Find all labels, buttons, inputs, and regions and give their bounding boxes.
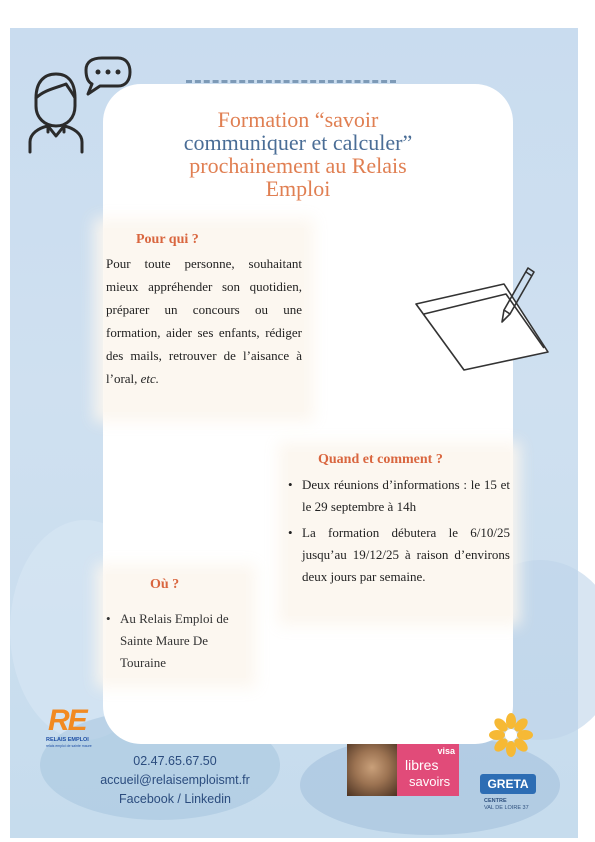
flower-icon [488, 712, 534, 758]
contact-block [70, 752, 280, 809]
title-line: communiquer et calculer” [183, 130, 413, 155]
ou-list [106, 608, 246, 674]
ou-heading: Où ? [150, 577, 180, 592]
ou-item: • Au Relais Emploi de Sainte Maure De Touraine [106, 608, 246, 674]
pour-qui-heading: Pour qui ? [136, 232, 199, 247]
re-logo-letters: RE [48, 704, 86, 737]
visa-line1: libres [405, 757, 439, 773]
pour-qui-body: Pour toute personne, souhaitant mieux appréhender son quotidien, préparer un concours ou une formation, aider ses enfants, rédiger des mails, retrouver de l’aisance à l’oral, [106, 256, 302, 386]
page-title [130, 108, 466, 200]
contact-social[interactable]: Facebook / Linkedin [119, 792, 231, 806]
title-line: Formation “savoir [217, 107, 379, 132]
paper-pencil-icon [410, 262, 560, 372]
greta-sub2: VAL DE LOIRE 37 [484, 805, 529, 811]
title-line: prochainement au Relais [189, 153, 407, 178]
quand-item: • Deux réunions d’informations : le 15 et le 29 septembre à 14h [288, 474, 510, 518]
contact-phone[interactable]: 02.47.65.67.50 [133, 754, 217, 768]
pour-qui-text [106, 252, 302, 390]
visa-photo [347, 744, 397, 796]
title-line: Emploi [265, 176, 331, 201]
quand-item: • La formation débutera le 6/10/25 jusqu’au 19/12/25 à raison d’environs deux jours par semaine. [288, 522, 510, 588]
re-logo-name: RELAIS EMPLOI [46, 737, 89, 743]
visa-badge [397, 744, 459, 796]
re-logo-tagline: relais emploi de sainte maure [46, 744, 92, 748]
visa-libres-savoirs-logo [347, 744, 459, 796]
contact-email[interactable]: accueil@relaisemploismt.fr [100, 773, 250, 787]
visa-line2: savoirs [409, 774, 451, 789]
relais-emploi-logo [44, 704, 108, 750]
person-speech-bubble-icon [22, 56, 132, 156]
decorative-dashed-line [186, 80, 396, 87]
greta-sub1: CENTRE [484, 798, 507, 804]
greta-word: GRETA [480, 774, 536, 794]
pour-qui-etc: etc. [140, 371, 160, 386]
quand-list [288, 474, 510, 592]
visa-label: visa [437, 746, 455, 756]
quand-heading: Quand et comment ? [318, 452, 443, 467]
greta-logo [480, 768, 548, 824]
